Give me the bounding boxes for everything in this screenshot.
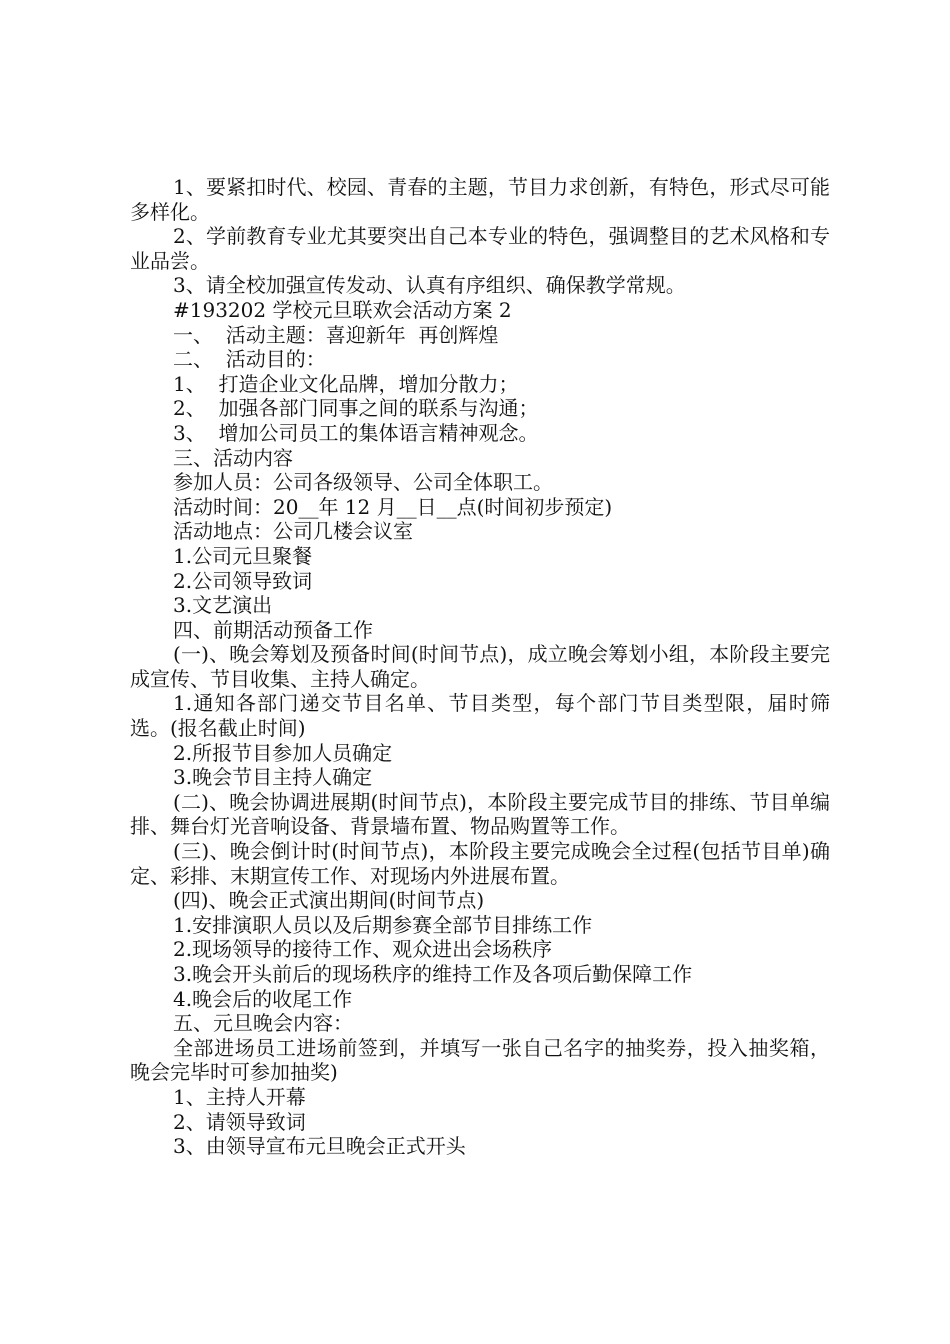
paragraph: (一)、晚会筹划及预备时间(时间节点)，成立晚会筹划小组，本阶段主要完成宣传、节目收集、主持人确定。 xyxy=(130,642,830,691)
list-item: 3、由领导宣布元旦晚会正式开头 xyxy=(173,1134,466,1159)
list-item: 3.晚会开头前后的现场秩序的维持工作及各项后勤保障工作 xyxy=(173,962,693,986)
paragraph: 1、要紧扣时代、校园、青春的主题，节目力求创新，有特色，形式尽可能多样化。 xyxy=(130,175,830,224)
list-item: 2、 加强各部门同事之间的联系与沟通； xyxy=(173,396,539,421)
section-heading: 一、 活动主题：喜迎新年 再创辉煌 xyxy=(173,322,499,347)
section-heading: 四、前期活动预备工作 xyxy=(173,617,373,642)
section-heading: 三、活动内容 xyxy=(173,445,293,470)
section-heading: #193202 学校元旦联欢会活动方案 2 xyxy=(173,297,512,322)
list-item: 1.通知各部门递交节目名单、节目类型，每个部门节目类型限，届时筛选。(报名截止时间) xyxy=(130,691,830,741)
list-item: 4.晚会后的收尾工作 xyxy=(173,986,353,1011)
document-page xyxy=(130,175,830,1159)
paragraph: (二)、晚会协调进展期(时间节点)，本阶段主要完成节目的排练、节目单编排、舞台灯光音响设备、背景墙布置、物品购置等工作。 xyxy=(130,789,830,839)
list-item: 3、 增加公司员工的集体语言精神观念。 xyxy=(173,420,539,445)
paragraph: (三)、晚会倒计时(时间节点)，本阶段主要完成晚会全过程(包括节目单)确定、彩排、末期宣传工作、对现场内外进展布置。 xyxy=(130,839,830,888)
paragraph: 参加人员：公司各级领导、公司全体职工。 xyxy=(173,470,553,495)
paragraph: 2、学前教育专业尤其要突出自己本专业的特色，强调整目的艺术风格和专业品尝。 xyxy=(130,224,830,273)
list-item: 1.公司元旦聚餐 xyxy=(173,543,313,568)
section-heading: 五、元旦晚会内容： xyxy=(173,1011,353,1036)
list-item: 2.所报节目参加人员确定 xyxy=(173,740,393,765)
paragraph: 全部进场员工进场前签到，并填写一张自己名字的抽奖券，投入抽奖箱，晚会完毕时可参加抽奖) xyxy=(130,1035,830,1085)
paragraph: 活动时间：20__年 12 月__日__点(时间初步预定) xyxy=(173,494,613,519)
section-heading: 二、 活动目的： xyxy=(173,347,326,372)
list-item: 2、请领导致词 xyxy=(173,1109,306,1134)
list-item: 1、主持人开幕 xyxy=(173,1084,306,1109)
list-item: 1.安排演职人员以及后期参赛全部节目排练工作 xyxy=(173,912,593,937)
paragraph: 活动地点：公司几楼会议室 xyxy=(173,519,413,544)
paragraph: (四)、晚会正式演出期间(时间节点) xyxy=(173,888,485,913)
list-item: 2.现场领导的接待工作、观众进出会场秩序 xyxy=(173,937,553,962)
list-item: 3.文艺演出 xyxy=(173,593,273,618)
list-item: 2.公司领导致词 xyxy=(173,568,313,593)
paragraph: 3、请全校加强宣传发动、认真有序组织、确保教学常规。 xyxy=(173,273,686,298)
list-item: 3.晚会节目主持人确定 xyxy=(173,765,373,790)
list-item: 1、 打造企业文化品牌，增加分散力； xyxy=(173,371,519,396)
